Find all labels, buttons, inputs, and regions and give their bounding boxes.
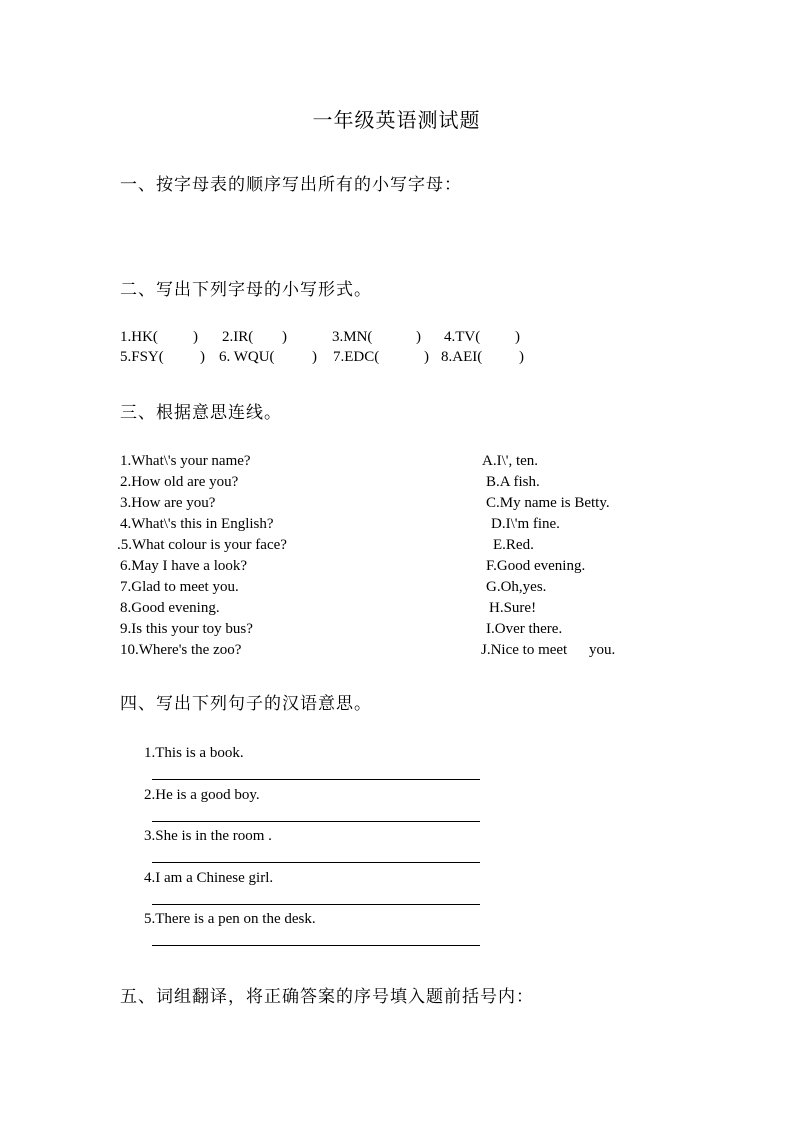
answer-line (152, 945, 480, 946)
answer-item: A.I\', ten. (482, 453, 539, 469)
question-item: 1.What\'s your name? (120, 453, 251, 469)
sentence-item: 2.He is a good boy. (144, 787, 260, 803)
section-3-heading: 三、根据意思连线。 (120, 403, 282, 423)
question-item: 8.Good evening. (120, 600, 220, 616)
question-item: .5.What colour is your face? (117, 537, 287, 553)
section-2-heading: 二、写出下列字母的小写形式。 (120, 280, 372, 300)
exercise-item: ) (416, 329, 421, 345)
question-item: 2.How old are you? (120, 474, 239, 490)
sentence-item: 4.I am a Chinese girl. (144, 870, 274, 886)
answer-item: J.Nice to meet (481, 642, 568, 658)
page-title: 一年级英语测试题 (312, 108, 481, 132)
section-5-heading: 五、词组翻译，将正确答案的序号填入题前括号内： (120, 987, 534, 1007)
question-item: 6.May I have a look? (120, 558, 248, 574)
question-item: 10.Where's the zoo? (120, 642, 242, 658)
exercise-item: ) (519, 349, 524, 365)
exercise-item: ) (200, 349, 205, 365)
answer-item: G.Oh,yes. (486, 579, 547, 595)
answer-item: B.A fish. (486, 474, 540, 490)
sentence-item: 5.There is a pen on the desk. (144, 911, 316, 927)
exercise-item: 7.EDC( (333, 349, 380, 365)
question-item: 7.Glad to meet you. (120, 579, 239, 595)
answer-item: D.I\'m fine. (491, 516, 560, 532)
question-item: 9.Is this your toy bus? (120, 621, 253, 637)
exercise-item: 4.TV( (444, 329, 481, 345)
sentence-item: 1.This is a book. (144, 745, 244, 761)
answer-item: C.My name is Betty. (486, 495, 610, 511)
question-item: 3.How are you? (120, 495, 216, 511)
exercise-item: 3.MN( (332, 329, 373, 345)
answer-item: E.Red. (493, 537, 534, 553)
exercise-item: 2.IR( (222, 329, 254, 345)
answer-item: you. (589, 642, 616, 658)
exercise-item: 8.AEI( (441, 349, 483, 365)
section-1-heading: 一、按字母表的顺序写出所有的小写字母： (120, 175, 462, 195)
sentence-item: 3.She is in the room . (144, 828, 272, 844)
exercise-item: 5.FSY( (120, 349, 164, 365)
answer-item: H.Sure! (489, 600, 537, 616)
answer-item: F.Good evening. (486, 558, 586, 574)
answer-line (152, 904, 480, 905)
answer-line (152, 821, 480, 822)
exercise-item: ) (424, 349, 429, 365)
exercise-item: ) (193, 329, 198, 345)
answer-line (152, 779, 480, 780)
exercise-item: ) (282, 329, 287, 345)
exercise-item: 6. WQU( (219, 349, 275, 365)
section-4-heading: 四、写出下列句子的汉语意思。 (120, 694, 372, 714)
question-item: 4.What\'s this in English? (120, 516, 274, 532)
exercise-item: ) (515, 329, 520, 345)
answer-line (152, 862, 480, 863)
exercise-item: 1.HK( (120, 329, 158, 345)
answer-item: I.Over there. (486, 621, 563, 637)
exercise-item: ) (312, 349, 317, 365)
